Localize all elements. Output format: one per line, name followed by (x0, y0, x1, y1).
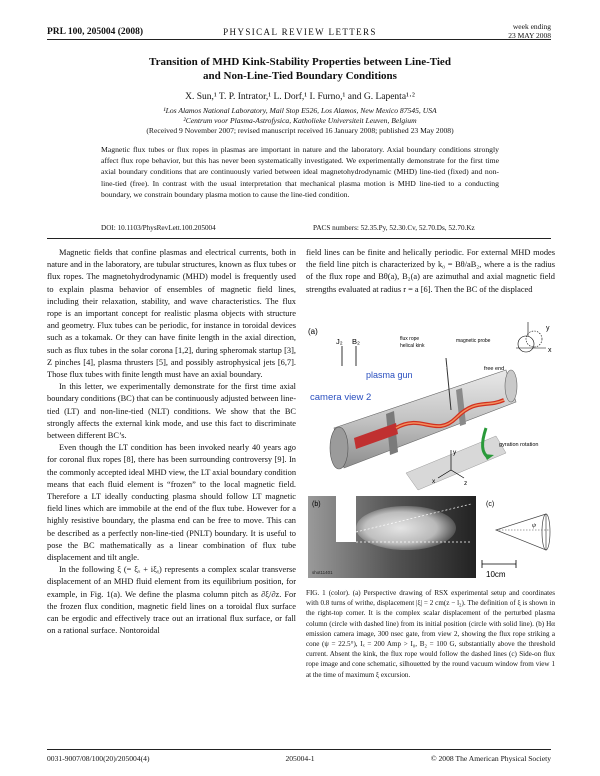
plasma-emission (356, 506, 456, 550)
panel-b-label: (b) (312, 501, 321, 508)
chamber-far-end (505, 370, 517, 402)
header-rule (47, 39, 551, 40)
footer-rule (47, 749, 551, 750)
page-number: 205004-1 (285, 754, 315, 763)
author-list: X. Sun,¹ T. P. Intrator,¹ L. Dorf,¹ I. Furno,¹ and G. Lapenta¹·² (185, 92, 415, 102)
psi-label: ψ (532, 522, 537, 529)
abstract-rule (47, 238, 551, 239)
paragraph: In this letter, we experimentally demonstrate for the first time axial boundary conditions (BC) that can be continuously adjusted between line-tied (LT) and non-line-tied (NLT) conditions. We show that the BC strongly affects the external kink mode, and use this fact to discriminate between different BC’s. (47, 382, 296, 441)
paragraph: In the following ξ (= ξₓ + iξᵧ) represents a complex scalar transverse displacement of an MHD fluid element from its equilibrium position, for example, in Fig. 1(a). We define the plasma column pitch as ∂ξ/∂z. For the frozen flux condition, magnetic field lines on a toroidal flux surface can be ergodic and effectively trace out an irrational flux surface, or fall on a rational surface. Nontoroidal (47, 565, 296, 636)
chamber-end (330, 427, 348, 469)
received-dates: (Received 9 November 2007; revised manuscript received 16 January 2008; published 23 May 2008) (146, 126, 454, 135)
paragraph: Magnetic fields that confine plasmas and electrical currents, both in nature and in the laboratory, are tubular structures, known as flux tubes or flux ropes. The magnetohydrodynamic (MHD) model is frequently used to explain plasma behavior of ensembles of magnetic field lines, including their relaxation, stability, and wave characteristics. The flux rope is an important concept for realistic plasma objects with structure and geometry. Flux tubes can be periodic, for instance in toroidal devices such as a tokamak. Or they can have finite length in the axial direction, such as flux tubes in the solar corona [1,2], during spheromak startup [3], Z pinches [4], plasma thrusters [5], and possibly astrophysical jets [6,7]. Those flux tubes with finite length must have an axial boundary. (47, 248, 296, 380)
axis-z-label: z (464, 480, 468, 487)
plasma-gun-label: plasma gun (366, 370, 413, 380)
axis-y-label: y (453, 449, 457, 456)
magnetic-probe-label: magnetic probe (456, 338, 491, 344)
camera-view1-label: camera view 1 (418, 364, 448, 369)
journal-name: PHYSICAL REVIEW LETTERS (223, 27, 377, 37)
paragraph: Even though the LT condition has been invoked nearly 40 years ago for coronal flux ropes [8], there has been surrounding controversy [9]. In the commonly accepted ideal MHD view, the LT axial boundary condition means that each fluid element is “frozen” to the local magnetic field. Therefore a LT ideally conducting plasma should follow LT magnetic field lines which are immobile at the end of the flux tube. However for a highly resistive boundary, the plasma end can be free to move. This can be described as a perfectly non-line-tied (PNLT) boundary. It is useful to pose the BC mathematically as a linear combination of flux tube displacement and tilt angle. (47, 443, 297, 563)
affiliations (0, 106, 600, 126)
article-code: 0031-9007/08/100(20)/205004(4) (47, 754, 150, 763)
inset-y-label: y (546, 325, 550, 332)
helical-kink-label: helical kink (400, 343, 425, 349)
inset-x-label: x (548, 347, 552, 354)
figure-caption: FIG. 1 (color). (a) Perspective drawing of RSX experimental setup and coordinates with 0.8 turns of writhe, displacement |ξ| = 2 cm(z − l₂). The definition of ξ is shown in the right-top corner. It is the complex scalar displacement of the perturbed plasma column (circle with dashed line) from its initial position (circle with solid line). (b) Hα emission camera image, 300 nsec gate, from view 2, showing the flux rope striking a cone (ψ = 22.5°), Iₓ = 200 Amp > I₀, B₂ = 100 G, substantially above the threshold current. Absent the kink, the flux rope would follow the dashed lines (c) Side-on flux rope image and cone schematic, silhouetted by the round vacuum window from view 1 at the time of maximum ξ excursion. (306, 589, 555, 679)
paragraph: field lines can be finite and helically periodic. For external MHD modes the field line pitch is characterized by k₀ = Bθ/aB₂, where a is the radius of the flux rope and Bθ(a), B₂(a) are azimuthal and axial magnetic field strengths evaluated at radius r = a [6]. Then the BC of the displaced (306, 248, 555, 294)
title-line-1: Transition of MHD Kink-Stability Properties between Line-Tied (149, 56, 451, 68)
left-column (47, 247, 296, 638)
bz-label: B₂ (352, 337, 360, 346)
doi-link[interactable]: DOI: 10.1103/PhysRevLett.100.205004 (101, 224, 216, 232)
scale-bar-label: 10cm (486, 570, 506, 579)
support-stand (406, 436, 506, 490)
pacs-numbers: PACS numbers: 52.35.Py, 52.30.Cv, 52.70.Ds, 52.70.Kz (313, 224, 475, 232)
affiliation-1: ¹Los Alamos National Laboratory, Mail Stop E526, Los Alamos, New Mexico 87545, USA (163, 106, 437, 115)
panel-c-label: (c) (486, 501, 495, 508)
panel-a-label: (a) (308, 327, 318, 336)
camera-view2-label: camera view 2 (310, 392, 372, 403)
right-column (306, 247, 555, 296)
shot-number: shot11401 (312, 570, 333, 575)
week-label: week ending (512, 22, 551, 31)
jz-label: J₂ (336, 337, 343, 346)
axis-x-label: x (432, 478, 436, 485)
week-date: 23 MAY 2008 (508, 31, 551, 40)
flux-rope-label: flux rope (400, 336, 420, 342)
week-ending (508, 22, 551, 40)
free-end-label: free end (484, 366, 505, 372)
cone-shadow (336, 496, 356, 542)
abstract: Magnetic flux tubes or flux ropes in plasmas are important in nature and the laboratory. Axial boundary conditions strongly affect flux rope behavior, but this has never been systematically investigated. We experimentally demonstrate for the first time axial boundary conditions that are continuously varied between ideal magnetohydrodynamic (MHD) line-tied (fixed) and non-line-tied (free). In contrast with the usual interpretation that mechanical plasma motion is MHD line-tied to a conducting boundary, we constrain boundary plasma motion to cause the line-tied condition. (101, 145, 499, 199)
title-line-2: and Non-Line-Tied Boundary Conditions (203, 70, 397, 82)
copyright: © 2008 The American Physical Society (430, 754, 551, 763)
affiliation-2: ²Centrum voor Plasma-Astrofysica, Katholieke Universiteit Leuven, Belgium (183, 116, 417, 125)
gyration-label: gyration rotation (499, 442, 539, 448)
paper-title (0, 55, 600, 83)
journal-reference: PRL 100, 205004 (2008) (47, 27, 144, 37)
figure-1 (306, 318, 556, 583)
